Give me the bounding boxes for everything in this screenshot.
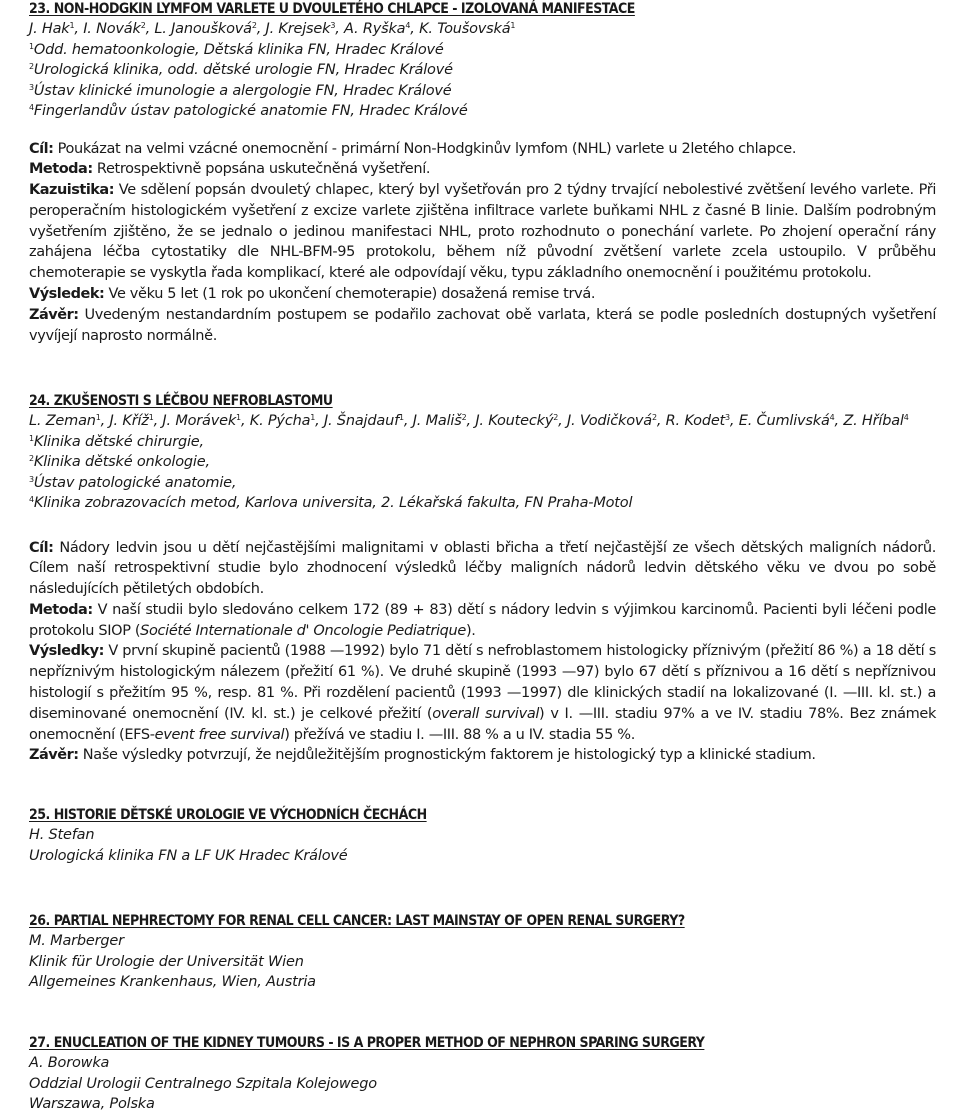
paragraph-aim: Cíl: Nádory ledvin jsou u dětí nejčastějšími malignitami v oblasti břicha a třetí nejčastější ze všech dětských maligních nádorů. Cílem naší retrospektivní studie bylo zhodnocení výsledků léčby maligních nádorů ledvin dětského věku ve dvou po sobě následujících pětiletých obdobích.	[29, 539, 936, 598]
abstract-24	[29, 392, 936, 766]
affiliation: $^2$Urologická klinika, odd. dětské urologie FN, Hradec Králové	[29, 62, 453, 78]
abstract-25	[29, 806, 936, 866]
affiliation: $^3$Ústav patologické anatomie,	[29, 474, 237, 491]
affiliation: $^3$Ústav klinické imunologie a alergologie FN, Hradec Králové	[29, 82, 452, 99]
abstract-title: 23. NON-HODGKIN LYMFOM VARLETE U DVOULETÉHO CHLAPCE - IZOLOVANÁ MANIFESTACE	[29, 1, 635, 17]
abstract-title: 26. PARTIAL NEPHRECTOMY FOR RENAL CELL CANCER: LAST MAINSTAY OF OPEN RENAL SURGERY?	[29, 913, 685, 929]
author-list: J. Hak$^1$, I. Novák$^2$, L. Janoušková$^2$, J. Krejsek$^3$, A. Ryška$^4$, K. Toušovská$^1$	[29, 21, 516, 37]
paragraph-conclusion: Závěr: Uvedeným nestandardním postupem se podařilo zachovat obě varlata, která se podle posledních dostupných vyšetření vyvíjejí naprosto normálně.	[29, 306, 936, 344]
abstract-title: 27. ENUCLEATION OF THE KIDNEY TUMOURS - IS A PROPER METHOD OF NEPHRON SPARING SURGERY	[29, 1035, 705, 1051]
paragraph-method: Metoda: Retrospektivně popsána uskutečněná vyšetření.	[29, 161, 431, 178]
paragraph-results: Výsledky: V první skupině pacientů (1988 —1992) bylo 71 dětí s nefroblastomem histologicky příznivým (přežití 86 %) a 18 dětí s nepříznivým histologickým nálezem (přežití 61 %). Ve druhé skupině (1993 —97) bylo 67 dětí s příznivou a 16 dětí s nepříznivou histologií s přežitím 95 %, resp. 81 %. Při rozdělení pacientů (1993 —1997) dle klinických stadií na lokalizované (I. —III. kl. st.) a diseminované onemocnění (IV. kl. st.) je celkové přežití (overall survival) v I. —III. stadiu 97% a ve IV. stadiu 78%. Bez známek onemocnění (EFS-event free survival) přežívá ve stadiu I. —III. 88 % a u IV. stadia 55 %.	[29, 643, 936, 743]
affiliation: Klinik für Urologie der Universität Wien	[29, 953, 304, 970]
affiliation: Allgemeines Krankenhaus, Wien, Austria	[29, 974, 316, 990]
affiliation: Warszawa, Polska	[29, 1096, 155, 1112]
author-list: L. Zeman$^1$, J. Kříž$^1$, J. Morávek$^1$, K. Pýcha$^1$, J. Šnajdauf$^1$, J. Mališ$^2$, J. Koutecký$^2$, J. Vodičková$^2$, R. Kodet$^3$, E. Čumlivská$^4$, Z. Hříbal$^4$	[29, 413, 909, 429]
paragraph-case: Kazuistika: Ve sdělení popsán dvouletý chlapec, který byl vyšetřován pro 2 týdny trvající nebolestivé zvětšení levého varlete. Při peroperačním histologickém vyšetření z excize varlete zjištěna infiltrace varlete buňkami NHL z časné B linie. Dalším podrobným vyšetřením zjištěno, že se jednalo o jedinou manifestaci NHL, proto rozhodnuto o ponechání varlete. Po zhojení operační rány zahájena léčba cytostatiky dle NHL-BFM-95 protokolu, během níž původní zvětšení varlete zcela ustoupilo. V průběhu chemoterapie se vyskytla řada komplikací, které ale odpovídají věku, typu základního onemocnění i použitému protokolu.	[29, 182, 936, 282]
abstract-23	[29, 0, 936, 346]
paragraph-result: Výsledek: Ve věku 5 let (1 rok po ukončení chemoterapie) dosažená remise trvá.	[29, 286, 596, 303]
abstract-title: 25. HISTORIE DĚTSKÉ UROLOGIE VE VÝCHODNÍCH ČECHÁCH	[29, 807, 427, 823]
affiliation: $^4$Fingerlandův ústav patologické anatomie FN, Hradec Králové	[29, 103, 468, 119]
abstract-26	[29, 912, 936, 993]
abstract-title: 24. ZKUŠENOSTI S LÉČBOU NEFROBLASTOMU	[29, 393, 333, 409]
affiliation: Urologická klinika FN a LF UK Hradec Králové	[29, 847, 348, 864]
abstract-27	[29, 1034, 936, 1115]
affiliation: Oddzial Urologii Centralnego Szpitala Kolejowego	[29, 1075, 377, 1092]
affiliation: $^1$Klinika dětské chirurgie,	[29, 433, 204, 450]
affiliation: $^1$Odd. hematoonkologie, Dětská klinika FN, Hradec Králové	[29, 41, 444, 58]
affiliation: $^4$Klinika zobrazovacích metod, Karlova universita, 2. Lékařská fakulta, FN Praha-Motol	[29, 495, 633, 511]
author-name: M. Marberger	[29, 933, 124, 949]
paragraph-conclusion: Závěr: Naše výsledky potvrzují, že nejdůležitějším prognostickým faktorem je histologický typ a klinické stadium.	[29, 747, 816, 764]
paragraph-aim: Cíl: Poukázat na velmi vzácné onemocnění - primární Non-Hodgkinův lymfom (NHL) varlete u 2letého chlapce.	[29, 140, 797, 157]
affiliation: $^2$Klinika dětské onkologie,	[29, 454, 210, 470]
paragraph-method: Metoda: V naší studii bylo sledováno celkem 172 (89 + 83) dětí s nádory ledvin s výjimkou karcinomů. Pacienti byli léčeni podle protokolu SIOP (Société Internationale d' Oncologie Pediatrique).	[29, 601, 936, 639]
author-name: A. Borowka	[29, 1055, 110, 1071]
author-name: H. Stefan	[29, 827, 95, 843]
